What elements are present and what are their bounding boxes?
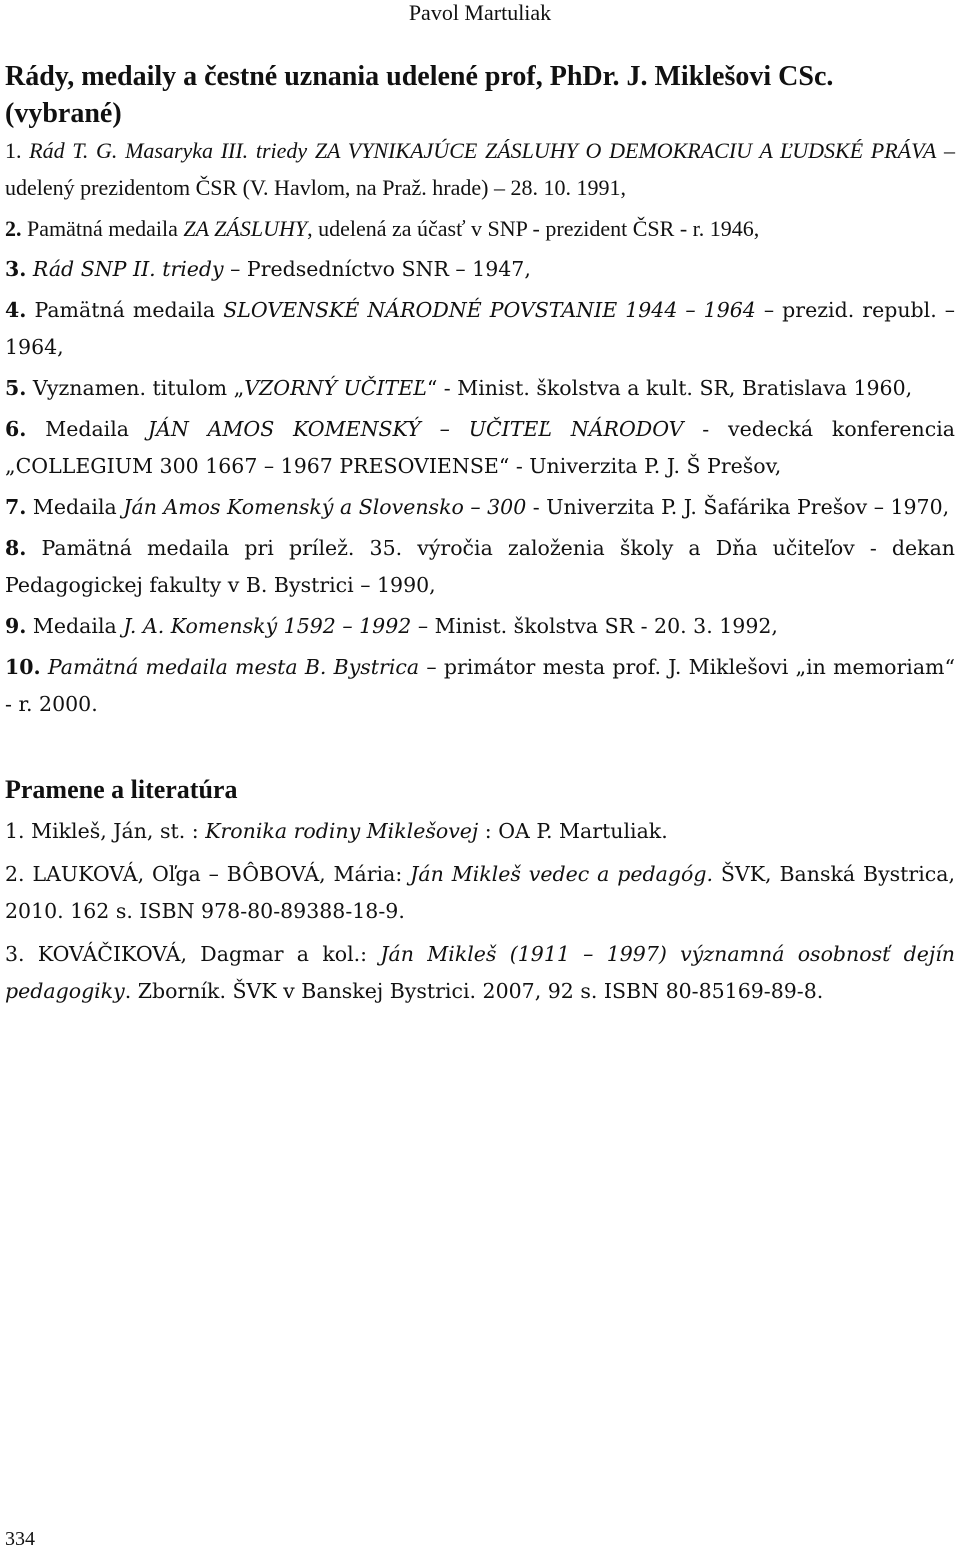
reference-item-3 [5, 936, 955, 1010]
award-text [41, 655, 48, 679]
ref-detail: ŠVK, Banská Bystrica, 2010. 162 s. ISBN 978-80-89388-18-9. [5, 862, 955, 923]
award-name: Pamätná medaila mesta B. Bystrica [47, 655, 420, 679]
item-number: 6. [5, 417, 27, 441]
award-detail: , udelená za účasť v SNP - prezident ČSR - r. 1946, [307, 216, 760, 241]
award-item-5 [5, 370, 955, 407]
award-name: Rád T. G. Masaryka III. triedy ZA VYNIKAJÚCE ZÁSLUHY O DEMOKRACIU A ĽUDSKÉ PRÁVA [29, 138, 937, 163]
award-item-2 [5, 210, 955, 247]
award-name: JÁN AMOS KOMENSKÝ – UČITEĽ NÁRODOV [147, 417, 684, 441]
award-item-1 [5, 132, 955, 206]
item-number: 1. [5, 138, 22, 163]
ref-title: Kronika rodiny Miklešovej [205, 819, 479, 843]
item-number: 4. [5, 298, 27, 322]
page-content [5, 58, 955, 1016]
ref-title: Ján Mikleš vedec a pedagóg. [410, 862, 713, 886]
award-detail: – udelený prezidentom ČSR (V. Havlom, na Praž. hrade) – 28. 10. 1991, [5, 138, 956, 200]
award-item-7 [5, 489, 955, 526]
ref-number: 2. [5, 862, 25, 886]
award-item-10 [5, 649, 955, 723]
ref-author: Mikleš, Ján, st. : [24, 819, 206, 843]
award-item-6 [5, 411, 955, 485]
page-number: 334 [5, 1528, 35, 1550]
award-detail: – prezid. republ. – 1964, [5, 298, 956, 359]
award-name: SLOVENSKÉ NÁRODNÉ POVSTANIE 1944 – 1964 [223, 298, 756, 322]
awards-title-line1: Rády, medaily a čestné uznania udelené prof, PhDr. J. Miklešovi CSc. [5, 61, 834, 92]
award-detail: - Univerzita P. J. Šafárika Prešov – 1970, [526, 495, 950, 519]
award-item-9 [5, 608, 955, 645]
award-detail: - vedecká konferencia „COLLEGIUM 300 1667 – 1967 PRESOVIENSE“ - Univerzita P. J. Š Prešov, [5, 417, 955, 478]
award-name: VZORNÝ UČITEĽ [244, 376, 427, 400]
award-text: Medaila [26, 614, 124, 638]
award-text: Medaila [26, 417, 148, 441]
award-text: Pamätná medaila [21, 216, 184, 241]
awards-title [5, 58, 955, 132]
ref-title: Ján Mikleš (1911 – 1997) významná osobnosť dejín pedagogiky [5, 942, 955, 1003]
award-text: Vyznamen. titulom „ [26, 376, 245, 400]
award-detail: “ - Minist. školstva a kult. SR, Bratislava 1960, [426, 376, 913, 400]
award-detail: – Predsedníctvo SNR – 1947, [223, 257, 531, 281]
award-name: Ján Amos Komenský a Slovensko – 300 [123, 495, 527, 519]
item-number: 9. [5, 614, 27, 638]
award-name: ZA ZÁSLUHY [183, 216, 308, 241]
item-number: 5. [5, 376, 27, 400]
award-text: Pamätná medaila [26, 298, 224, 322]
running-header: Pavol Martuliak [408, 0, 552, 25]
award-item-8 [5, 530, 955, 604]
item-number: 3. [5, 257, 27, 281]
award-detail: – Minist. školstva SR - 20. 3. 1992, [411, 614, 778, 638]
ref-detail: . Zborník. ŠVK v Banskej Bystrici. 2007, 92 s. ISBN 80-85169-89-8. [124, 979, 824, 1003]
award-name: Rád SNP II. triedy [26, 257, 224, 281]
ref-author: KOVÁČIKOVÁ, Dagmar a kol.: [24, 942, 381, 966]
award-item-4 [5, 292, 955, 366]
item-number: 10. [5, 655, 41, 679]
award-name: J. A. Komenský 1592 – 1992 [123, 614, 412, 638]
award-text: Medaila [26, 495, 124, 519]
item-number: 7. [5, 495, 27, 519]
item-number: 2. [5, 216, 22, 241]
item-number: 8. [5, 536, 27, 560]
ref-number: 3. [5, 942, 25, 966]
reference-item-1 [5, 813, 955, 850]
awards-title-line2: (vybrané) [5, 98, 122, 129]
award-text: Pamätná medaila pri prílež. 35. výročia založenia školy a Dňa učiteľov - dekan Pedagogickej fakulty v B. Bystrici – 1990, [5, 536, 955, 597]
ref-number: 1. [5, 819, 25, 843]
award-item-3 [5, 251, 955, 288]
sources-heading: Pramene a literatúra [5, 775, 238, 804]
ref-author: LAUKOVÁ, Oľga – BÔBOVÁ, Mária: [24, 862, 411, 886]
reference-item-2 [5, 856, 955, 930]
ref-detail: : OA P. Martuliak. [478, 819, 668, 843]
award-detail: – primátor mesta prof. J. Miklešovi „in memoriam“ - r. 2000. [5, 655, 955, 716]
